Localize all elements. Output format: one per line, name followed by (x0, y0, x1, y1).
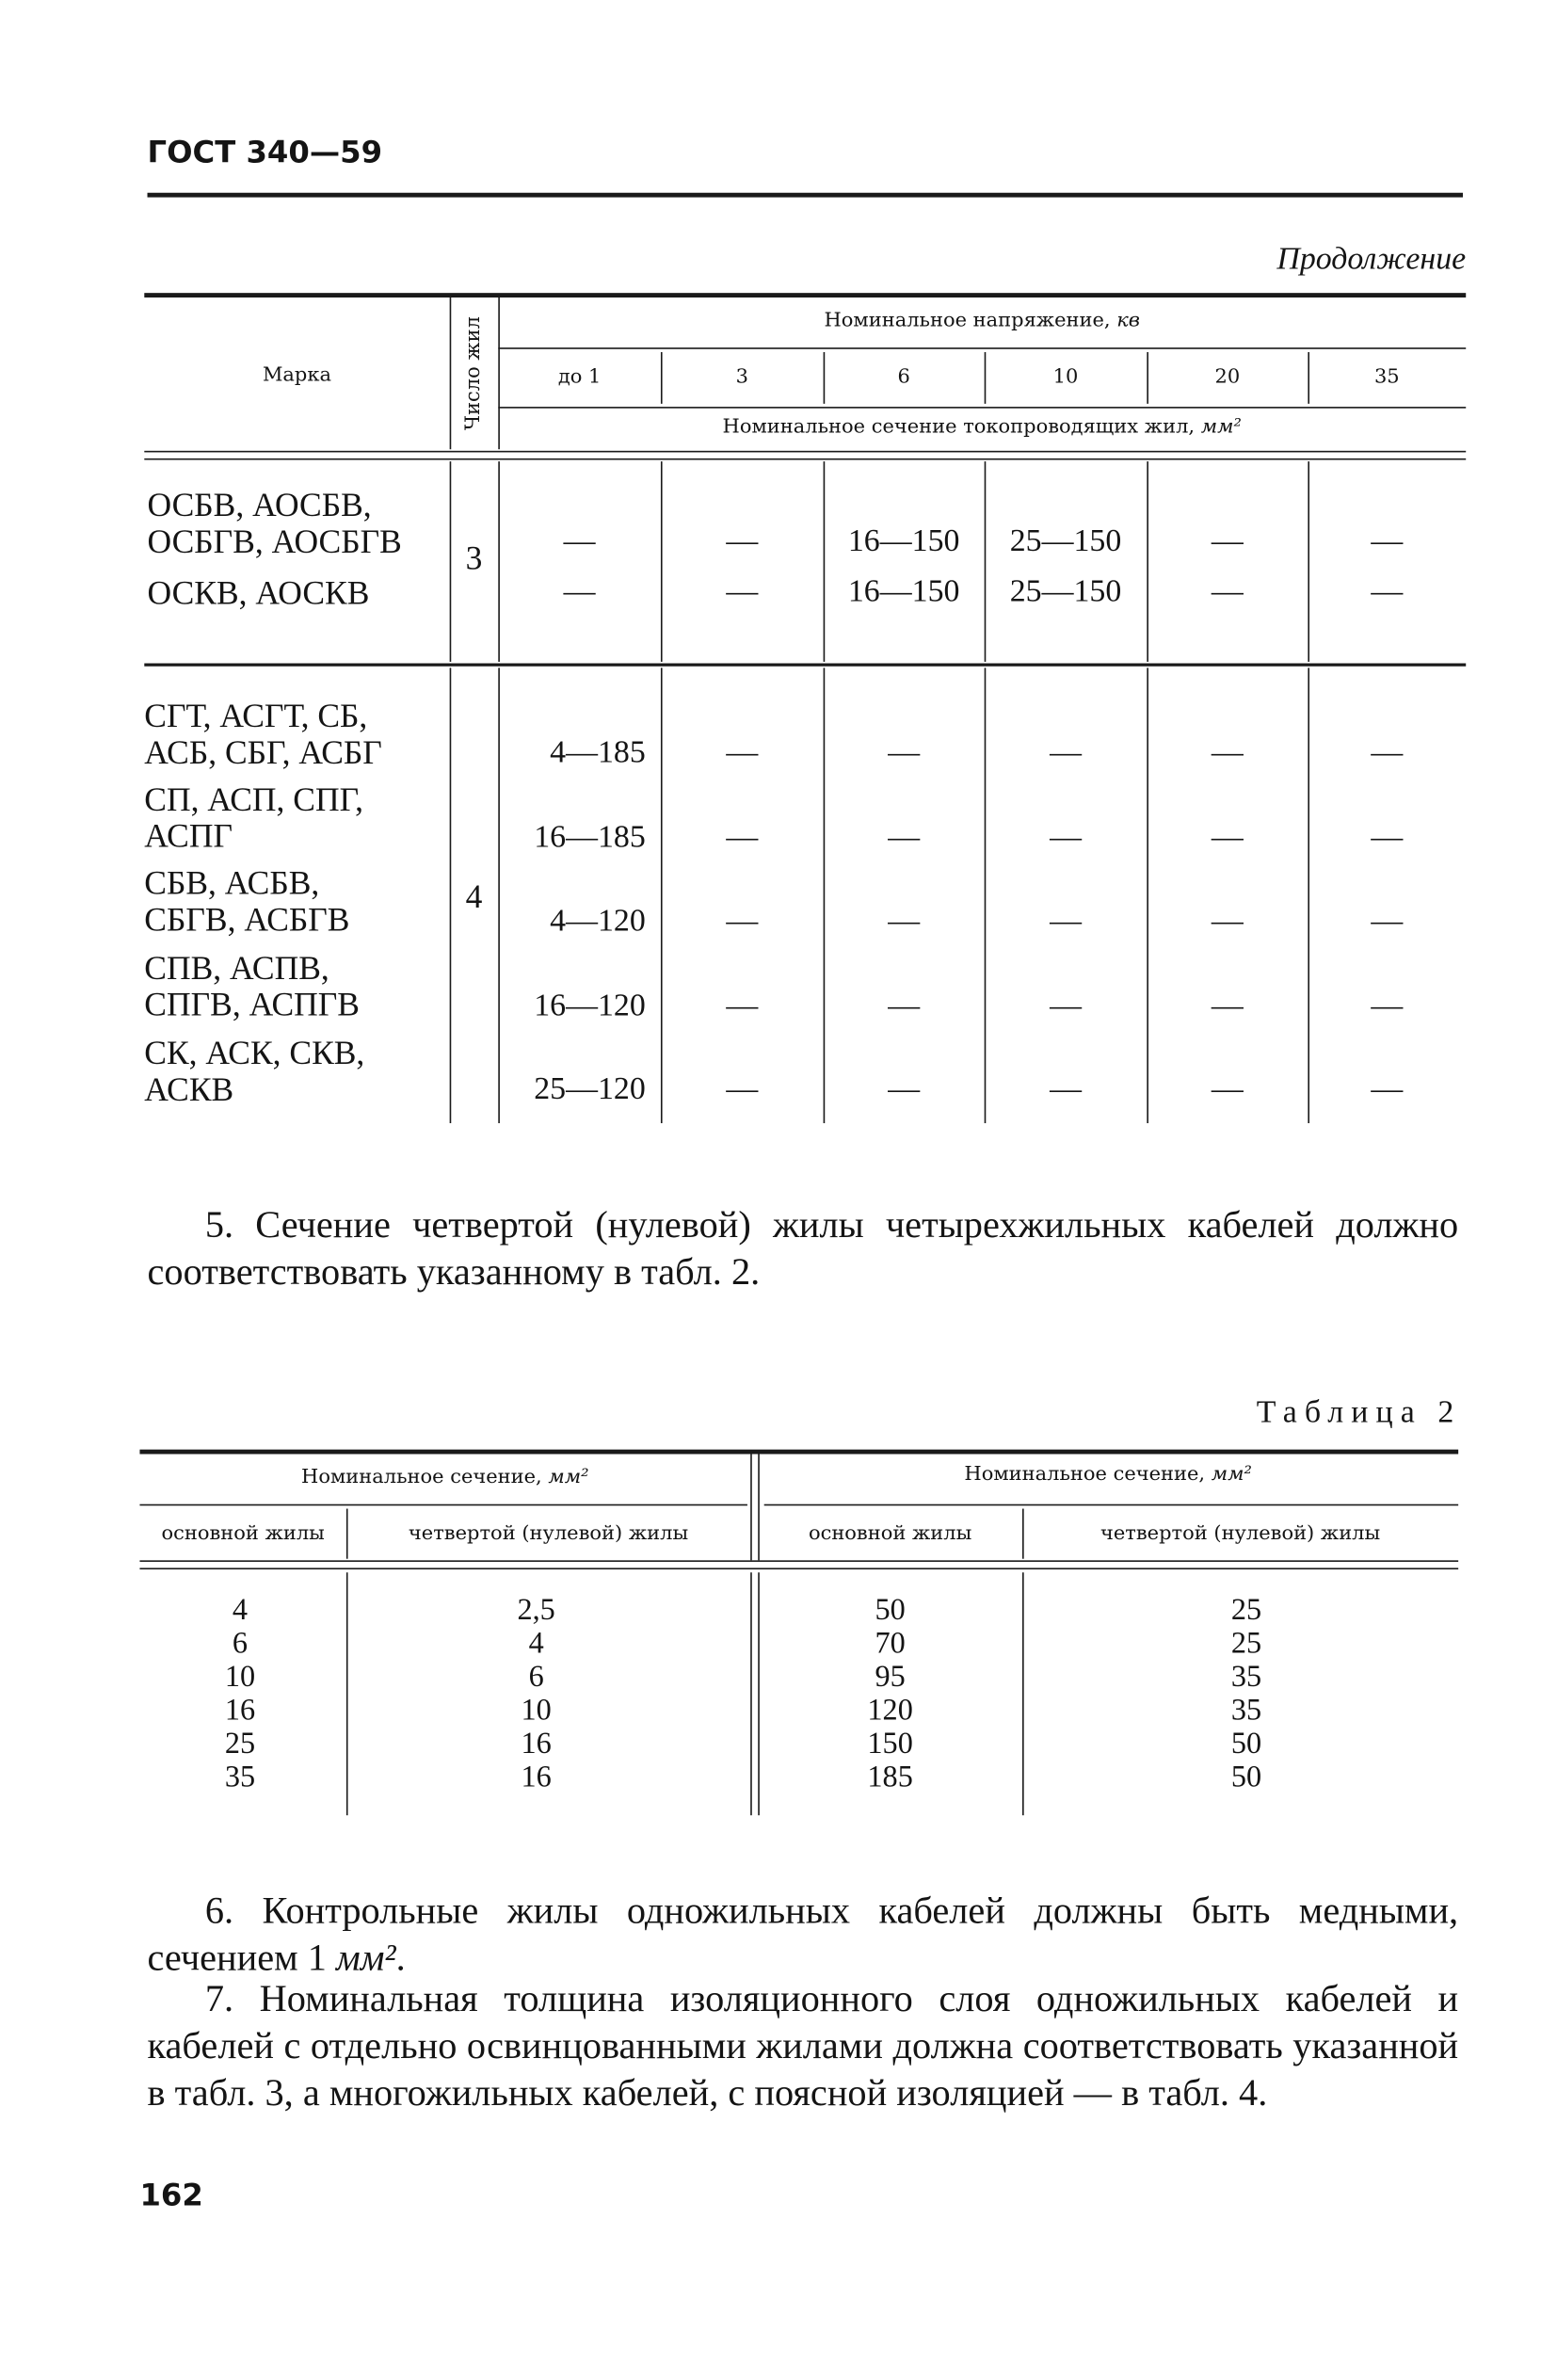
table2-header-bottom-rule (139, 1560, 1458, 1562)
table2-column (139, 1594, 340, 1794)
table1-col-line (1147, 461, 1148, 662)
value-cell: 16—150 (847, 522, 960, 559)
value-cell: — (563, 522, 596, 559)
marka-line: СПВ, АСПВ, (144, 948, 329, 987)
table2-col-line (750, 1454, 752, 1560)
table2-title: Таблица 2 (1256, 1392, 1462, 1430)
value-cell: — (1211, 522, 1244, 559)
table2-cell: 6 (528, 1660, 544, 1695)
marka-line: СПГВ, АСПГВ (144, 985, 360, 1023)
value-cell: — (1050, 732, 1082, 770)
marka-line: ОСБГВ, АОСБГВ (147, 522, 402, 560)
value-cell: — (1211, 1069, 1244, 1107)
table2-group-header (758, 1463, 1458, 1486)
value-cell: — (726, 732, 759, 770)
value-cell: — (1371, 986, 1404, 1023)
voltage-col-header: 20 (1214, 365, 1241, 389)
marka-line: ОСБВ, АОСБВ, (147, 485, 372, 524)
table2-cell: 25 (224, 1727, 256, 1761)
table2-cell: 50 (1230, 1727, 1262, 1761)
table2-cell: 16 (521, 1761, 552, 1794)
value-cell: — (563, 571, 596, 609)
value-cell: 25—150 (1009, 522, 1122, 559)
table2-cell: 50 (1230, 1761, 1262, 1794)
voltage-col-header: 3 (735, 365, 748, 389)
table2-cell: 4 (528, 1627, 544, 1661)
table2-group-header (139, 1466, 750, 1488)
section-header-text: Номинальное сечение токопроводящих жил, (722, 415, 1201, 439)
table2-col-header: четвертой (нулевой) жилы (1100, 1522, 1381, 1546)
marka-line: СБГВ, АСБГВ (144, 900, 350, 939)
marka-line: АСБ, СБГ, АСБГ (144, 732, 382, 771)
value-cell: — (1371, 901, 1404, 939)
value-cell: — (1211, 901, 1244, 939)
paragraph-6 (148, 1889, 1459, 1983)
value-cell: 4—120 (550, 901, 646, 939)
value-cell: 16—150 (847, 571, 960, 609)
table2-cell: 2,5 (517, 1593, 555, 1628)
voltage-header-text: Номинальное напряжение, (824, 309, 1117, 333)
value-cell: — (1371, 571, 1404, 609)
section-header (498, 416, 1466, 439)
table2-cell: 25 (1230, 1627, 1262, 1661)
value-cell: — (1371, 732, 1404, 770)
voltage-col-header: до 1 (557, 365, 602, 389)
table2-group-header-text: Номинальное сечение, (301, 1466, 549, 1489)
table2-cell: 16 (224, 1694, 256, 1728)
value-cell: — (1050, 901, 1082, 939)
voltage-header (498, 310, 1466, 332)
table1-header-rule (498, 407, 1466, 409)
table2-column (346, 1594, 726, 1794)
table2-col-header: основной жилы (161, 1522, 325, 1546)
table2-column (758, 1594, 1022, 1794)
table2-cell: 10 (521, 1694, 552, 1728)
table1-header-rule (498, 347, 1466, 349)
voltage-col-header: 35 (1373, 365, 1400, 389)
value-cell: 16—120 (534, 986, 646, 1023)
value-cell: — (726, 986, 759, 1023)
group-cores: 4 (465, 876, 483, 916)
marka-line: СК, АСК, СКВ, (144, 1033, 365, 1072)
table2-cell: 6 (232, 1627, 249, 1661)
table1-col-line (661, 461, 663, 662)
table2-group-header-text: Номинальное сечение, (964, 1463, 1212, 1487)
table1-col-line (498, 461, 500, 662)
value-cell: — (726, 571, 759, 609)
value-cell: — (888, 1069, 921, 1107)
value-cell: — (726, 817, 759, 855)
table2-col-line (750, 1572, 752, 1815)
value-cell: — (1050, 1069, 1082, 1107)
page-number: 162 (139, 2176, 203, 2213)
table2-cell: 35 (224, 1761, 256, 1794)
table1-header-bottom-rule (144, 458, 1466, 460)
table2-cell: 25 (1230, 1593, 1262, 1628)
paragraph-5: 5. Сечение четвертой (нулевой) жилы четырехжильных кабелей должно соответствовать указанному в табл. 2. (147, 1205, 1459, 1294)
paragraph-7: 7. Номинальная толщина изоляционного слоя одножильных кабелей и кабелей с отдельно освинцованными жилами должна соответствовать указанной в табл. 3, а многожильных кабелей, с поясной изоляцией — в табл. 4. (147, 1979, 1459, 2115)
value-cell: — (1211, 732, 1244, 770)
paragraph-6-end: . (395, 1938, 406, 1980)
marka-header: Марка (262, 363, 331, 388)
paragraph-6-unit: мм² (335, 1938, 396, 1980)
table2-cell: 35 (1230, 1694, 1262, 1728)
table2-col-header: основной жилы (808, 1522, 972, 1546)
table1-col-line (985, 461, 987, 662)
value-cell: — (888, 732, 921, 770)
value-cell: 16—185 (534, 817, 646, 855)
table2-group-unit: мм² (548, 1466, 589, 1489)
table1-header-bottom-rule (144, 451, 1466, 453)
voltage-col-header: 10 (1052, 365, 1079, 389)
value-cell: 4—185 (550, 732, 646, 770)
table2-cell: 4 (232, 1593, 249, 1628)
table2-cell: 150 (867, 1727, 913, 1761)
table2-header-rule (764, 1504, 1458, 1506)
value-cell: — (1211, 817, 1244, 855)
marka-line: СБВ, АСБВ, (144, 863, 320, 902)
value-cell: — (1050, 986, 1082, 1023)
table1-col-line (450, 298, 452, 449)
table2-header-bottom-rule (139, 1568, 1458, 1569)
value-cell: — (1211, 986, 1244, 1023)
value-cell: — (888, 901, 921, 939)
table2-cell: 70 (875, 1627, 906, 1661)
table2-column (1022, 1594, 1470, 1794)
doc-code: ГОСТ 340—59 (147, 133, 383, 170)
group-cores: 3 (465, 539, 483, 577)
table1-top-rule (144, 293, 1466, 298)
value-cell: — (888, 817, 921, 855)
table2-cell: 120 (867, 1694, 913, 1728)
table2-cell: 10 (224, 1660, 256, 1695)
value-cell: — (726, 901, 759, 939)
marka-line: СГТ, АСГТ, СБ, (144, 696, 368, 735)
value-cell: — (726, 522, 759, 559)
table1-group-rule (144, 664, 1466, 667)
marka-line: СП, АСП, СПГ, (144, 780, 364, 818)
value-cell: — (1371, 522, 1404, 559)
marka-line: ОСКВ, АОСКВ (147, 573, 370, 612)
voltage-unit: кв (1116, 309, 1141, 333)
value-cell: — (1371, 1069, 1404, 1107)
table2-group-unit: мм² (1211, 1463, 1252, 1487)
table1-col-line (824, 461, 826, 662)
cores-header: Число жил (462, 316, 486, 431)
table2-top-rule (139, 1450, 1458, 1455)
value-cell: 25—150 (1009, 571, 1122, 609)
section-unit: мм² (1200, 415, 1242, 439)
table2-cell: 50 (875, 1593, 906, 1628)
value-cell: — (1050, 817, 1082, 855)
value-cell: — (726, 1069, 759, 1107)
value-cell: — (888, 986, 921, 1023)
table2-cell: 185 (867, 1761, 913, 1794)
voltage-col-header: 6 (897, 365, 910, 389)
table2-cell: 95 (875, 1660, 906, 1695)
table2-header-rule (139, 1504, 746, 1506)
table2-col-header: четвертой (нулевой) жилы (408, 1522, 689, 1546)
marka-line: АСПГ (144, 816, 233, 855)
table2-cell: 35 (1230, 1660, 1262, 1695)
continuation-label: Продолжение (1276, 239, 1467, 277)
table1-col-line (1308, 461, 1309, 662)
table2-cell: 16 (521, 1727, 552, 1761)
header-rule (148, 193, 1463, 198)
value-cell: — (1371, 817, 1404, 855)
value-cell: 25—120 (534, 1069, 646, 1107)
value-cell: — (1211, 571, 1244, 609)
marka-line: АСКВ (144, 1069, 234, 1108)
paragraph-6-text: 6. Контрольные жилы одножильных кабелей должны быть медными, сечением 1 (147, 1890, 1459, 1980)
